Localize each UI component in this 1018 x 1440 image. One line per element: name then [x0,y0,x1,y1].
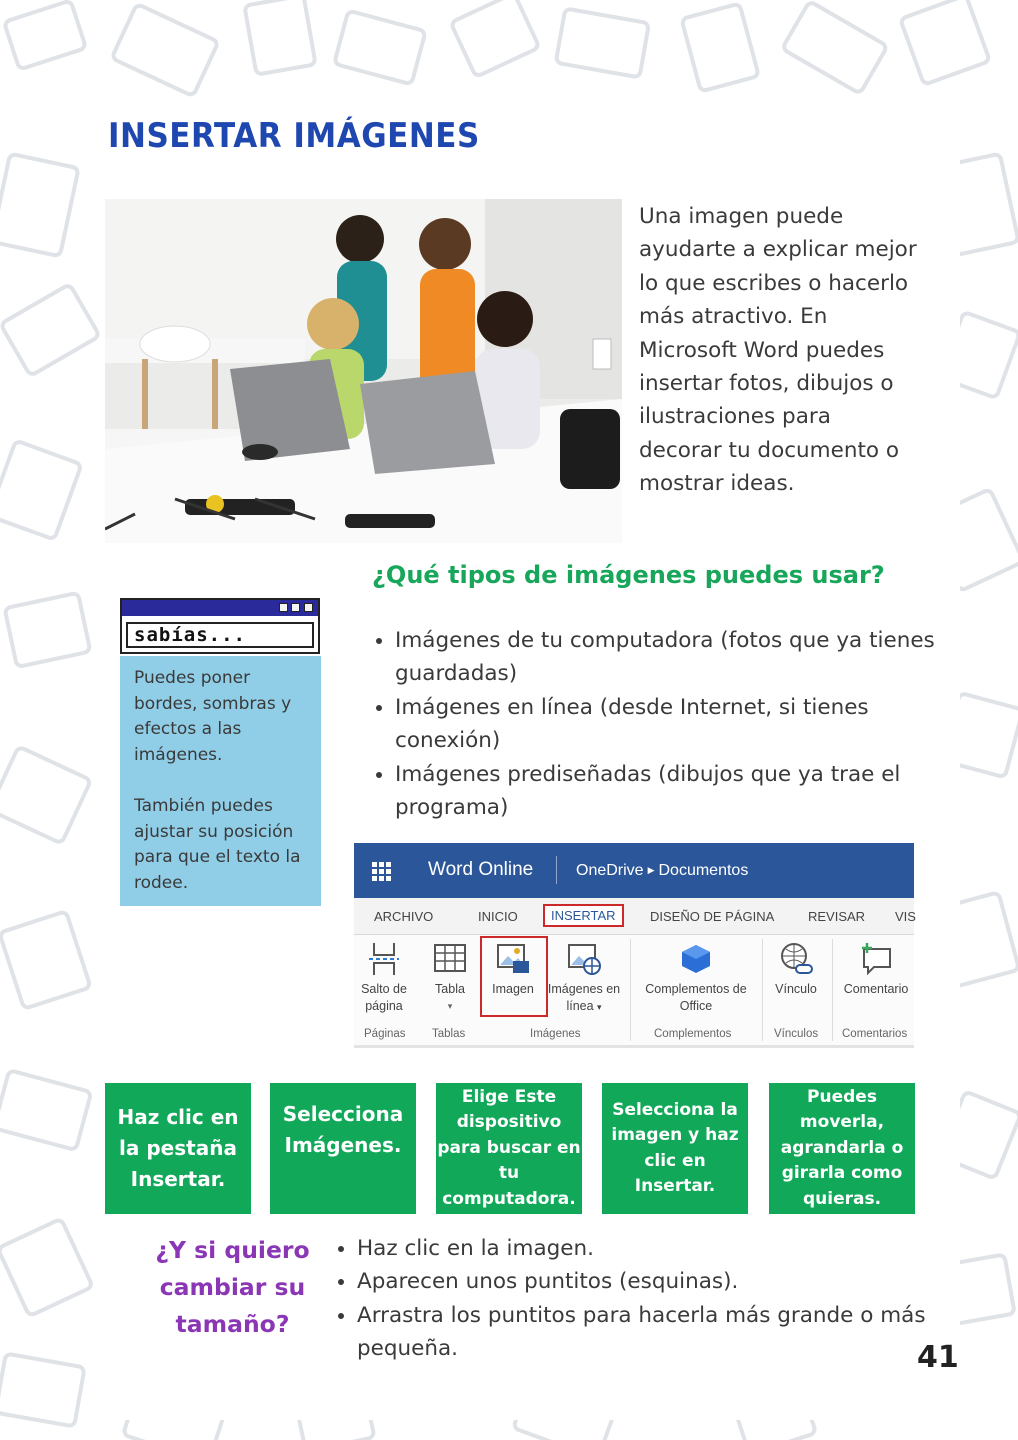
breadcrumb [576,862,748,880]
comment-icon [858,941,894,977]
resize-question: ¿Y si quiero cambiar su tamaño? [155,1236,310,1338]
ribbon-header [354,843,914,898]
breadcrumb-documentos[interactable]: Documentos [658,862,749,879]
word-ribbon-screenshot [354,843,914,1049]
app-launcher-icon[interactable] [372,862,391,881]
comentario-button[interactable]: Comentario [838,941,914,998]
sabias-paragraph: Puedes poner bordes, sombras y efectos a las imágenes. [134,668,292,766]
table-icon [433,941,467,977]
group-label-paginas: Páginas [364,1028,406,1040]
group-label-complementos: Complementos [654,1028,732,1040]
list-item: • Imágenes en línea (desde Internet, si tienes conexión) [395,691,940,758]
maximize-icon [291,603,300,612]
tab-revisar[interactable]: REVISAR [808,909,866,924]
imagen-button[interactable]: Imagen [484,941,542,998]
list-item: • Aparecen unos puntitos (esquinas). [357,1265,932,1298]
link-icon [778,941,814,977]
group-label-comentarios: Comentarios [842,1028,908,1040]
image-types-heading: ¿Qué tipos de imágenes puedes usar? [372,561,885,589]
breadcrumb-onedrive[interactable]: OneDrive [576,862,644,879]
image-types-list [368,624,940,824]
header-divider [556,856,557,884]
tab-archivo[interactable]: ARCHIVO [374,909,434,924]
app-name: Word Online [428,859,534,880]
sabias-body [120,656,321,906]
tab-inicio[interactable]: INICIO [478,909,518,924]
ribbon-tools [354,935,914,1048]
tab-diseno-pagina[interactable]: DISEÑO DE PÁGINA [650,909,775,924]
group-label-tablas: Tablas [432,1028,466,1040]
ribbon-tabs [354,898,914,935]
page-number: 41 [917,1340,959,1375]
page-break-icon [367,941,401,977]
step-4: Selecciona la imagen y haz clic en Insertar. [602,1083,748,1214]
step-2: Selecciona Imágenes. [270,1083,416,1214]
image-icon [495,941,531,977]
group-divider [630,939,631,1041]
chevron-right-icon: ▶ [647,865,655,875]
salto-pagina-button[interactable]: Salto de página [356,941,412,1015]
sabias-title: sabías... [126,622,314,648]
sabias-window [120,598,320,654]
sabias-paragraph: También puedes ajustar su posición para que el texto la rodee. [134,795,301,893]
step-5: Puedes moverla, agrandarla o girarla como quieras. [769,1083,915,1214]
list-item: • Haz clic en la imagen. [357,1232,932,1265]
office-addins-icon [678,941,714,977]
minimize-icon [279,603,288,612]
close-icon [304,603,313,612]
intro-paragraph: Una imagen puede ayudarte a explicar mejor lo que escribes o hacerlo más atractivo. En Microsoft Word puedes insertar fotos, dibujos o ilustraciones para decorar tu documento o mostrar ideas. [639,204,917,497]
tabla-button[interactable]: Tabla ▾ [424,941,476,1015]
resize-list [330,1232,932,1366]
online-image-icon [566,941,602,977]
step-3: Elige Este dispositivo para buscar en tu computadora. [436,1083,582,1214]
list-item: • Arrastra los puntitos para hacerla más grande o más pequeña. [357,1299,932,1366]
tab-insertar[interactable]: INSERTAR [543,904,624,927]
vinculo-button[interactable]: Vínculo [766,941,826,998]
tab-vista[interactable]: VIS [895,909,916,924]
list-item: • Imágenes prediseñadas (dibujos que ya trae el programa) [395,758,940,825]
group-divider [832,939,833,1041]
list-item: • Imágenes de tu computadora (fotos que ya tienes guardadas) [395,624,940,691]
group-label-imagenes: Imágenes [530,1028,581,1040]
sabias-titlebar [122,600,318,616]
page-title: INSERTAR IMÁGENES [108,116,480,156]
complementos-button[interactable]: Complementos de Office [636,941,756,1015]
children-laptops-photo [105,199,622,543]
step-1: Haz clic en la pestaña Insertar. [105,1083,251,1214]
group-divider [762,939,763,1041]
group-label-vinculos: Vínculos [774,1028,819,1040]
imagenes-en-linea-button[interactable]: Imágenes en línea ▾ [544,941,624,1016]
